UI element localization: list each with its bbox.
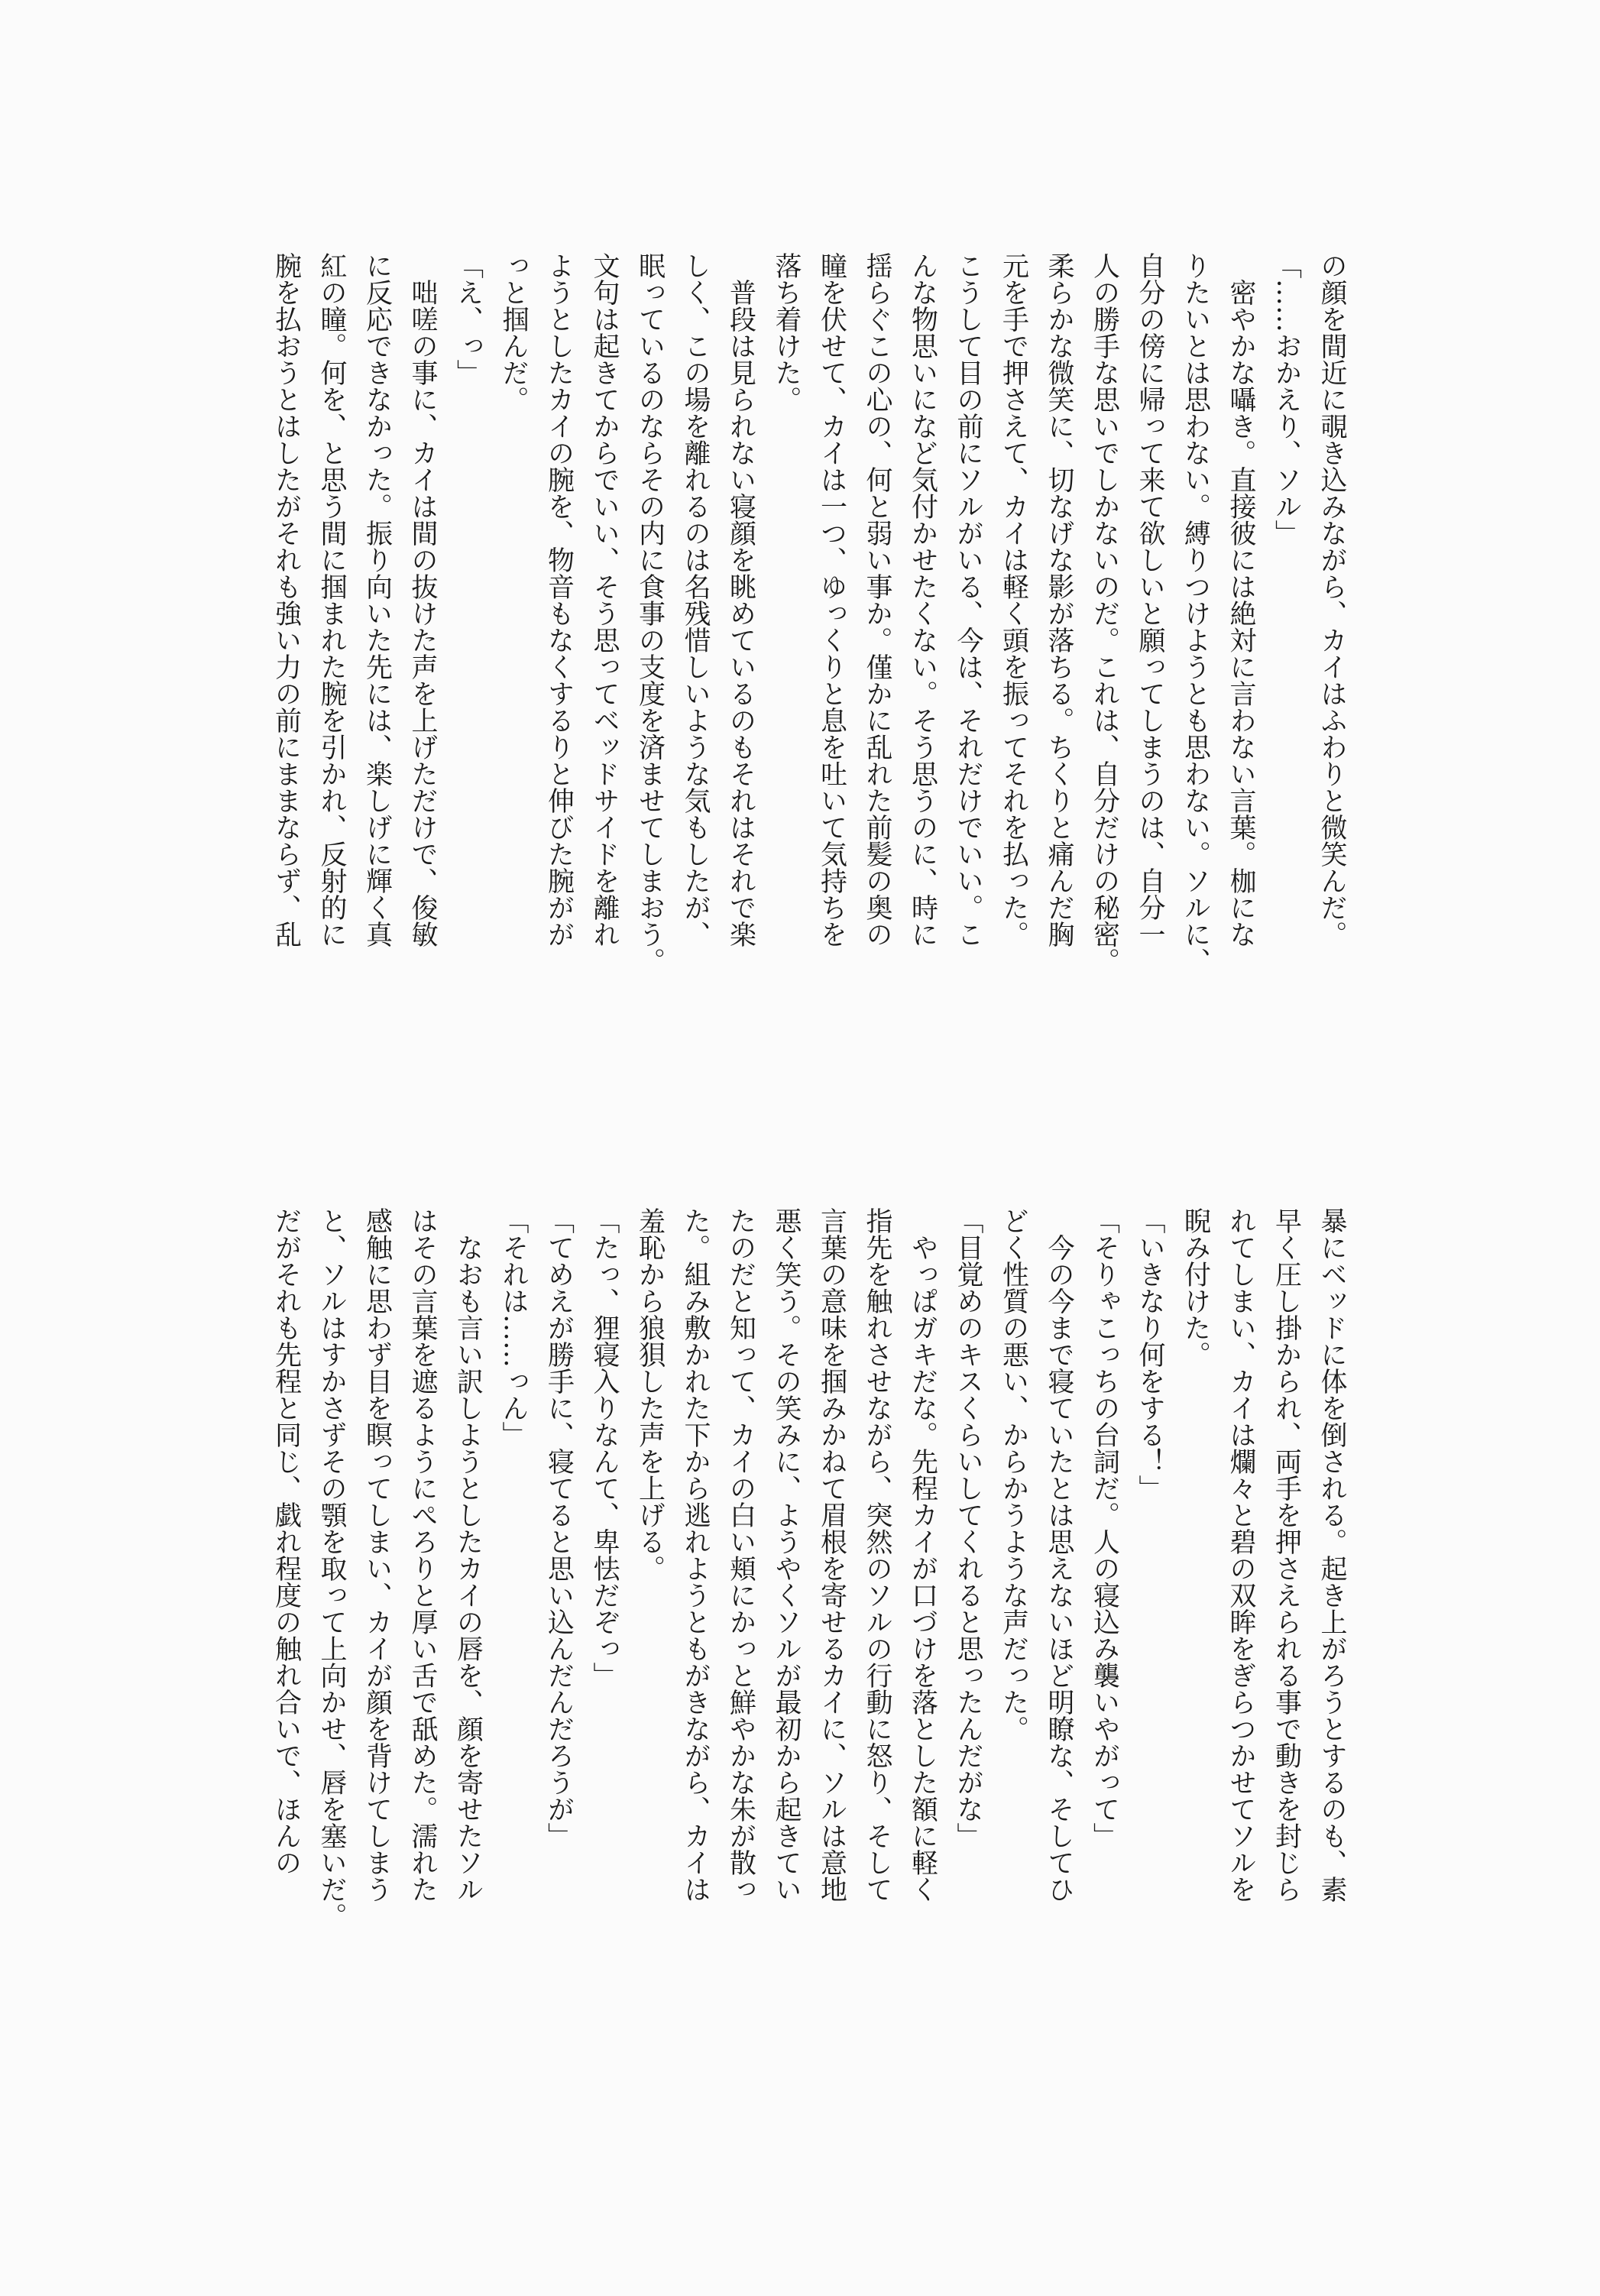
text-line: 言葉の意味を掴みかねて眉根を寄せるカイに、ソルは意地 bbox=[816, 1207, 847, 1903]
text-line: 落ち着けた。 bbox=[771, 252, 802, 413]
text-line: と、ソルはすかさずその顎を取って上向かせ、唇を塞いだ。 bbox=[316, 1207, 347, 1929]
text-line: 普段は見られない寝顔を眺めているのもそれはそれで楽 bbox=[725, 252, 756, 947]
text-line: 「たっ、狸寝入りなんて、卑怯だぞっ」 bbox=[589, 1207, 620, 1689]
text-line: 紅の瞳。何を、と思う間に掴まれた腕を引かれ、反射的に bbox=[316, 252, 347, 947]
text-line: 睨み付けた。 bbox=[1180, 1207, 1211, 1368]
text-line: 咄嗟の事に、カイは間の抜けた声を上げただけで、俊敏 bbox=[407, 252, 438, 947]
text-line: 柔らかな微笑に、切なげな影が落ちる。ちくりと痛んだ胸 bbox=[1044, 252, 1074, 947]
lower-text-column bbox=[246, 1207, 1354, 2063]
text-line: た。組み敷かれた下から逃れようともがきながら、カイは bbox=[680, 1207, 711, 1903]
text-line: れてしまい、カイは爛々と碧の双眸をぎらつかせてソルを bbox=[1226, 1207, 1256, 1903]
text-line: の顔を間近に覗き込みながら、カイはふわりと微笑んだ。 bbox=[1317, 252, 1347, 947]
text-line: 揺らぐこの心の、何と弱い事か。僅かに乱れた前髪の奥の bbox=[862, 252, 892, 947]
text-line: 密やかな囁き。直接彼には絶対に言わない言葉。枷にな bbox=[1226, 252, 1256, 947]
text-line: しく、この場を離れるのは名残惜しいような気もしたが、 bbox=[680, 252, 711, 947]
text-line: っと掴んだ。 bbox=[498, 252, 529, 413]
text-line: 「いきなり何をする！」 bbox=[1135, 1207, 1165, 1501]
text-line: 今の今まで寝ていたとは思えないほど明瞭な、そしてひ bbox=[1044, 1207, 1074, 1903]
text-line: ようとしたカイの腕を、物音もなくするりと伸びた腕がが bbox=[543, 252, 575, 947]
text-line: だがそれも先程と同じ、戯れ程度の触れ合いで、ほんの bbox=[270, 1207, 302, 1876]
text-line: 自分の傍に帰って来て欲しいと願ってしまうのは、自分一 bbox=[1135, 252, 1165, 947]
text-line: 「え、っ」 bbox=[452, 252, 484, 386]
text-line: 「……おかえり、ソル」 bbox=[1271, 252, 1302, 546]
text-line: やっぱガキだな。先程カイが口づけを落とした額に軽く bbox=[907, 1207, 938, 1903]
text-line: に反応できなかった。振り向いた先には、楽しげに輝く真 bbox=[361, 252, 393, 947]
text-line: なおも言い訳しようとしたカイの唇を、顔を寄せたソル bbox=[452, 1207, 484, 1903]
text-line: 「てめえが勝手に、寝てると思い込んだんだろうが」 bbox=[543, 1207, 575, 1849]
text-line: 暴にベッドに体を倒される。起き上がろうとするのも、素 bbox=[1317, 1207, 1347, 1903]
text-line: 早く圧し掛かられ、両手を押さえられる事で動きを封じら bbox=[1271, 1207, 1302, 1903]
text-line: 腕を払おうとはしたがそれも強い力の前にままならず、乱 bbox=[270, 252, 302, 947]
text-line: 指先を触れさせながら、突然のソルの行動に怒り、そして bbox=[862, 1207, 892, 1903]
text-line: はその言葉を遮るようにぺろりと厚い舌で舐めた。濡れた bbox=[407, 1207, 438, 1903]
text-line: 「それは……っん」 bbox=[498, 1207, 529, 1448]
text-line: こうして目の前にソルがいる、今は、それだけでいい。こ bbox=[953, 252, 983, 947]
text-line: 瞳を伏せて、カイは一つ、ゆっくりと息を吐いて気持ちを bbox=[816, 252, 847, 947]
text-line: 元を手で押さえて、カイは軽く頭を振ってそれを払った。 bbox=[998, 252, 1029, 947]
text-line: 人の勝手な思いでしかないのだ。これは、自分だけの秘密。 bbox=[1089, 252, 1120, 974]
text-line: 悪く笑う。その笑みに、ようやくソルが最初から起きてい bbox=[771, 1207, 802, 1903]
text-line: どく性質の悪い、からかうような声だった。 bbox=[998, 1207, 1029, 1742]
text-line: 眠っているのならその内に食事の支度を済ませてしまおう。 bbox=[634, 252, 666, 974]
text-line: んな物思いになど気付かせたくない。そう思うのに、時に bbox=[907, 252, 938, 947]
text-line: 羞恥から狼狽した声を上げる。 bbox=[634, 1207, 666, 1582]
text-line: 文句は起きてからでいい、そう思ってベッドサイドを離れ bbox=[589, 252, 620, 947]
text-line: 「目覚めのキスくらいしてくれると思ったんだがな」 bbox=[953, 1207, 983, 1849]
text-line: 感触に思わず目を瞑ってしまい、カイが顔を背けてしまう bbox=[361, 1207, 393, 1903]
text-line: 「そりゃこっちの台詞だ。人の寝込み襲いやがって」 bbox=[1089, 1207, 1120, 1849]
upper-text-column bbox=[246, 252, 1354, 1077]
text-line: りたいとは思わない。縛りつけようとも思わない。ソルに、 bbox=[1180, 252, 1211, 974]
text-line: たのだと知って、カイの白い頬にかっと鮮やかな朱が散っ bbox=[725, 1207, 756, 1903]
